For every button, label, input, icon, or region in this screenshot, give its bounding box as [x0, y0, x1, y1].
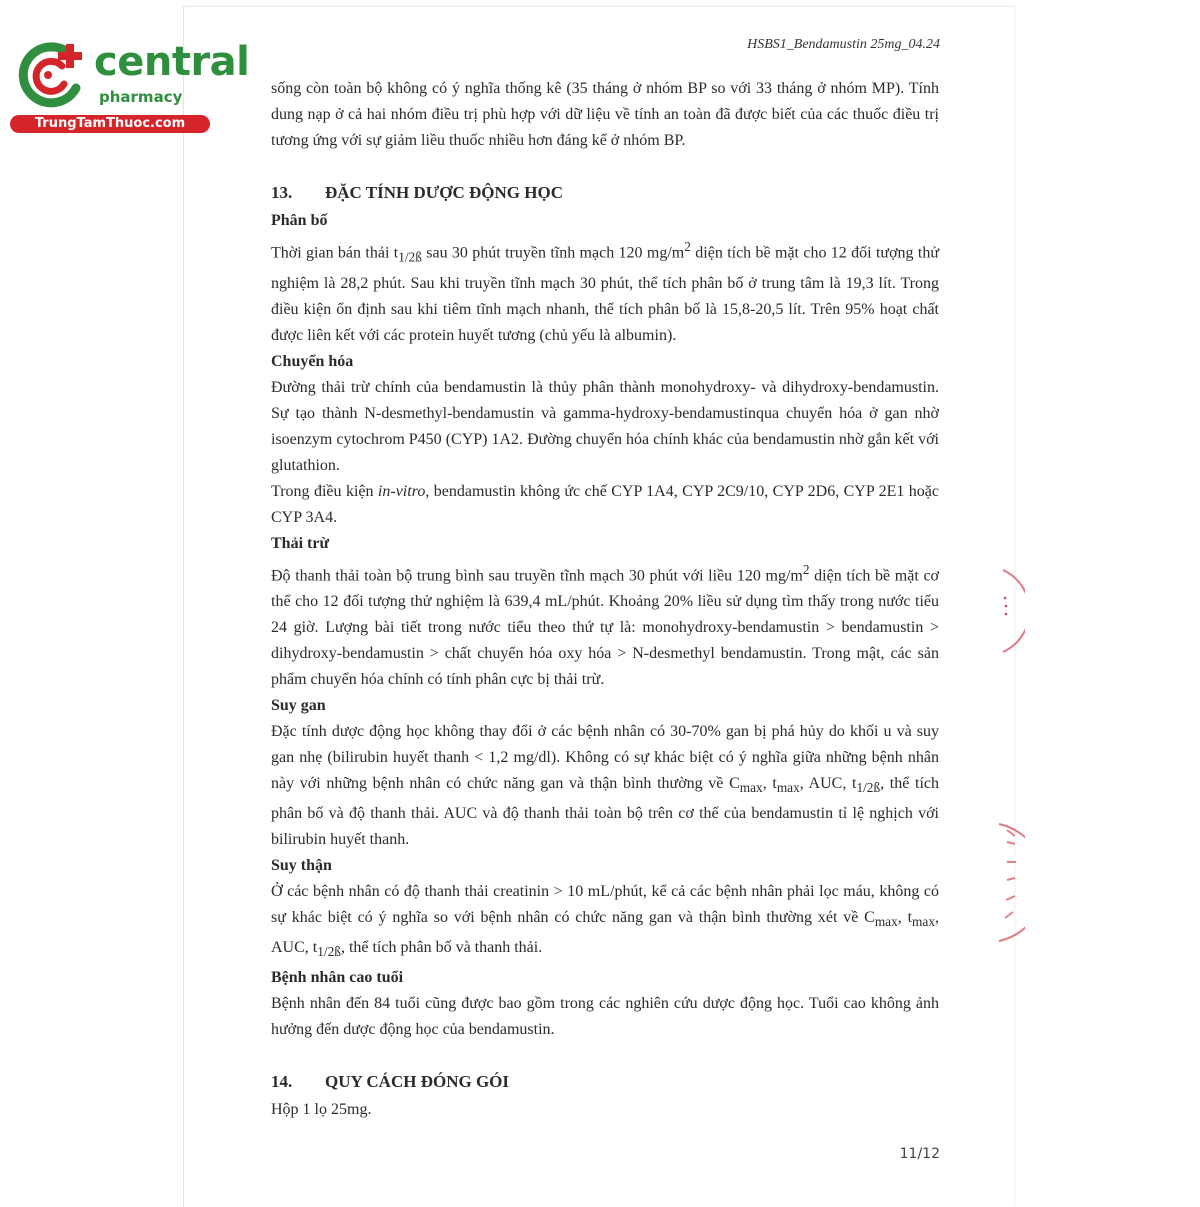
subheading-metabolism: Chuyển hóa [271, 352, 354, 370]
superscript: 2 [684, 239, 691, 254]
section-14-title [271, 1069, 939, 1095]
superscript: 2 [802, 561, 810, 577]
intro-paragraph: sống còn toàn bộ không có ý nghĩa thống kê (35 tháng ở nhóm BP so với 33 tháng ở nhóm MP). Tính dung nạp ở cả hai nhóm điều trị phù hợp với dữ liệu về tính an toàn đã được biết của các thuốc điều trị tương ứng với sự giảm liều thuốc nhiều hơn đáng kể ở nhóm BP. [271, 80, 939, 149]
text-run: , t [897, 909, 913, 927]
metabolism-paragraph-1: Đường thải trừ chính của bendamustin là thủy phân thành monohydroxy- và dihydroxy-bendamustin. Sự tạo thành N-desmethyl-bendamustin và gamma-hydroxy-bendamustinqua chuyển hóa ở gan nhờ isoenzym cytochrom P450 (CYP) 1A2. Đường chuyển hóa chính khác của bendamustin nhờ gắn kết với glutathion. [271, 378, 939, 474]
renal-paragraph [271, 879, 939, 965]
metabolism-paragraph-2 [271, 479, 939, 531]
document-code: HSBS1_Bendamustin 25mg_04.24 [747, 37, 940, 52]
text-run: , thể tích phân bố và độ thanh thải. AUC và độ thanh thải toàn bộ trên cơ thể của bendamustin tỉ lệ nghịch với bilirubin huyết thanh. [271, 774, 939, 849]
logo-subtitle: pharmacy [99, 88, 183, 106]
subheading-elderly: Bệnh nhân cao tuổi [271, 969, 404, 987]
subscript: 1/2ß [317, 944, 341, 960]
section-14-heading: QUY CÁCH ĐÓNG GÓI [325, 1072, 510, 1092]
subscript: max [776, 780, 800, 796]
text-run: , t [762, 774, 777, 792]
text-run: , bendamustin không ức chế CYP 1A4, CYP 2C9/10, CYP 2D6, CYP 2E1 hoặc CYP 3A4. [271, 482, 939, 526]
text-run: Ở các bệnh nhân có độ thanh thải creatinin > 10 mL/phút, kể cả các bệnh nhân phải lọc máu, không có sự khác biệt có ý nghĩa so với bệnh nhân có chức năng gan và thận bình thường xét về C [271, 883, 939, 927]
subscript: 1/2ß [398, 249, 422, 265]
section-13-title [271, 180, 939, 206]
subscript: 1/2ß [856, 780, 881, 796]
red-stamp-fragment-icon [985, 820, 1025, 945]
text-run: , thể tích phân bố và thanh thải. [340, 939, 543, 957]
document-body [271, 76, 939, 1123]
central-pharmacy-logo[interactable] [10, 36, 250, 136]
text-run: Thời gian bán thải t [271, 244, 399, 262]
pharmacy-cross-logo-icon [10, 36, 88, 114]
text-run: sau 30 phút truyền tĩnh mạch 120 mg/m [421, 244, 685, 262]
text-run: Độ thanh thải toàn bộ trung bình sau truyền tĩnh mạch 30 phút với liều 120 mg/m [271, 566, 803, 584]
section-13-number: 13. [271, 183, 293, 202]
text-run: diện tích bề mặt cho 12 đối tượng thử nghiệm là 28,2 phút. Sau khi truyền tĩnh mạch 30 phút, thể tích phân bố ở trung tâm là 19,3 lít. Trong điều kiện ổn định sau khi tiêm tĩnh mạch nhanh, thể tích phân bố là 15,8-20,5 lít. Trên 95% hoạt chất được liên kết với các protein huyết tương (chủ yếu là albumin). [271, 244, 940, 344]
elderly-paragraph: Bệnh nhân đến 84 tuổi cũng được bao gồm trong các nghiên cứu dược động học. Tuổi cao không ảnh hưởng đến dược động học của bendamustin. [271, 995, 939, 1039]
subscript: max [874, 914, 898, 930]
hepatic-paragraph [271, 719, 939, 853]
subscript: max [912, 914, 935, 930]
subheading-elimination: Thải trừ [271, 534, 330, 552]
packaging-text: Hộp 1 lọ 25mg. [271, 1101, 372, 1119]
subheading-renal-impairment: Suy thận [271, 857, 332, 875]
text-run: , AUC, t [271, 909, 939, 957]
subscript: max [739, 780, 763, 796]
section-14-number: 14. [271, 1072, 293, 1092]
elimination-paragraph [271, 557, 939, 693]
text-run: diện tích bề mặt cơ thể cho 12 đối tượng thử nghiệm là 639,4 mL/phút. Khoảng 20% liều sử dụng tìm thấy trong nước tiểu 24 giờ. Lượng bài tiết trong nước tiểu theo thứ tự là: monohydroxy-bendamustin > bendamustin > dihydroxy-bendamustin > chất chuyển hóa oxy hóa > N-desmethyl bendamustin. Trong mật, các sản phẩm chuyển hóa chính có tính phân cực bị thải trừ. [271, 566, 940, 688]
section-13-heading: ĐẶC TÍNH DƯỢC ĐỘNG HỌC [325, 183, 564, 202]
subheading-distribution: Phân bố [271, 212, 328, 229]
text-run: , AUC, t [799, 774, 857, 792]
text-run: Đặc tính dược động học không thay đổi ở các bệnh nhân có 30-70% gan bị phá hủy do khối u và suy gan nhẹ (bilirubin huyết thanh < 1,2 mg/dl). Không có sự khác biệt có ý nghĩa giữa những bệnh nhân này với những bệnh nhân có chức năng gan và thận bình thường về C [271, 722, 939, 792]
italic-text: in-vitro [377, 482, 426, 500]
logo-site-url[interactable]: TrungTamThuoc.com [10, 115, 210, 133]
text-run: Trong điều kiện [271, 482, 378, 500]
page-number: 11/12 [899, 1146, 940, 1162]
distribution-paragraph [271, 234, 939, 349]
logo-name: central [94, 39, 250, 85]
red-stamp-fragment-icon [985, 566, 1025, 656]
subheading-hepatic-impairment: Suy gan [271, 696, 326, 714]
